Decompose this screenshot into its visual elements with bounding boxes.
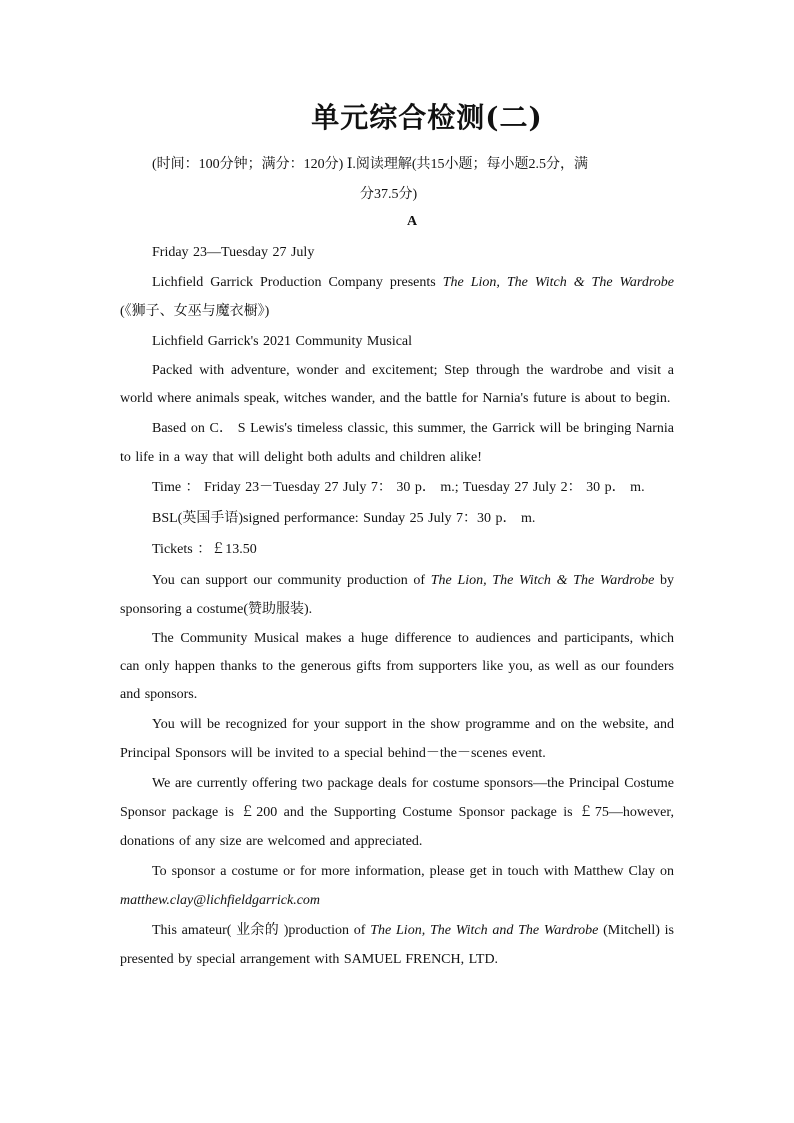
support-title: The Lion, The Witch & The Wardrobe (430, 573, 655, 588)
paragraph-support (120, 566, 674, 624)
presents-suffix: (《狮子、女巫与魔衣橱》) (120, 304, 270, 319)
paragraph-presents (120, 268, 674, 326)
presents-prefix: Lichfield Garrick Production Company presents (152, 275, 443, 290)
amateur-title: The Lion, The Witch and The Wardrobe (370, 923, 599, 938)
paragraph-musical: Lichfield Garrick's 2021 Community Musical (152, 334, 413, 349)
amateur-suffix: (Mitchell) is presented by special arrangement with SAMUEL FRENCH, LTD. (120, 923, 674, 967)
paragraph-bsl: BSL(英国手语)signed performance: Sunday 25 July 7：30 p． m. (152, 511, 536, 526)
paragraph-packages: We are currently offering two package deals for costume sponsors—the Principal Costume Sponsor package is ￡200 and the Supporting Costume Sponsor package is ￡75—however, donations of any size are welcomed and appreciated. (120, 776, 674, 849)
section-label: A (406, 214, 418, 229)
paragraph-based: Based on C． S Lewis's timeless classic, this summer, the Garrick will be bringing Narnia to life in a way that will delight both adults and children alike! (120, 421, 674, 465)
presents-title: The Lion, The Witch & The Wardrobe (442, 275, 674, 290)
paragraph-amateur (120, 916, 674, 974)
exam-meta-line-2: 分37.5分) (360, 187, 418, 202)
support-suffix: by sponsoring a costume(赞助服装). (120, 573, 675, 617)
exam-meta (152, 150, 676, 210)
paragraph-intro: Packed with adventure, wonder and excitement; Step through the wardrobe and visit a world where animals speak, witches wander, and the battle for Narnia's future is about to begin. (120, 363, 674, 406)
exam-meta-line-1: (时间：100分钟；满分：120分) Ⅰ.阅读理解(共15小题；每小题2.5分，满 (152, 157, 589, 172)
amateur-prefix: This amateur( 业余的 )production of (152, 923, 371, 938)
paragraph-time: Time ： Friday 23－Tuesday 27 July 7： 30 p． m.; Tuesday 27 July 2： 30 p． m. (152, 480, 645, 495)
paragraph-tickets: Tickets ：￡13.50 (152, 542, 257, 557)
contact-email: matthew.clay@lichfieldgarrick.com (120, 893, 321, 908)
contact-prefix: To sponsor a costume or for more information, please get in touch with Matthew Clay on (152, 864, 674, 879)
support-prefix: You can support our community production of (152, 573, 431, 588)
paragraph-contact (120, 857, 674, 915)
paragraph-dates: Friday 23—Tuesday 27 July (152, 245, 315, 260)
paragraph-recognized: You will be recognized for your support in the show programme and on the website, and Principal Sponsors will be invited to a special behind－the－scenes event. (120, 717, 674, 761)
page-title: 单元综合检测(二) (311, 101, 543, 134)
paragraph-difference: The Community Musical makes a huge difference to audiences and participants, which can only happen thanks to the generous gifts from supporters like you, as well as our founders and sponsors. (120, 631, 674, 702)
passage-body (120, 238, 674, 974)
